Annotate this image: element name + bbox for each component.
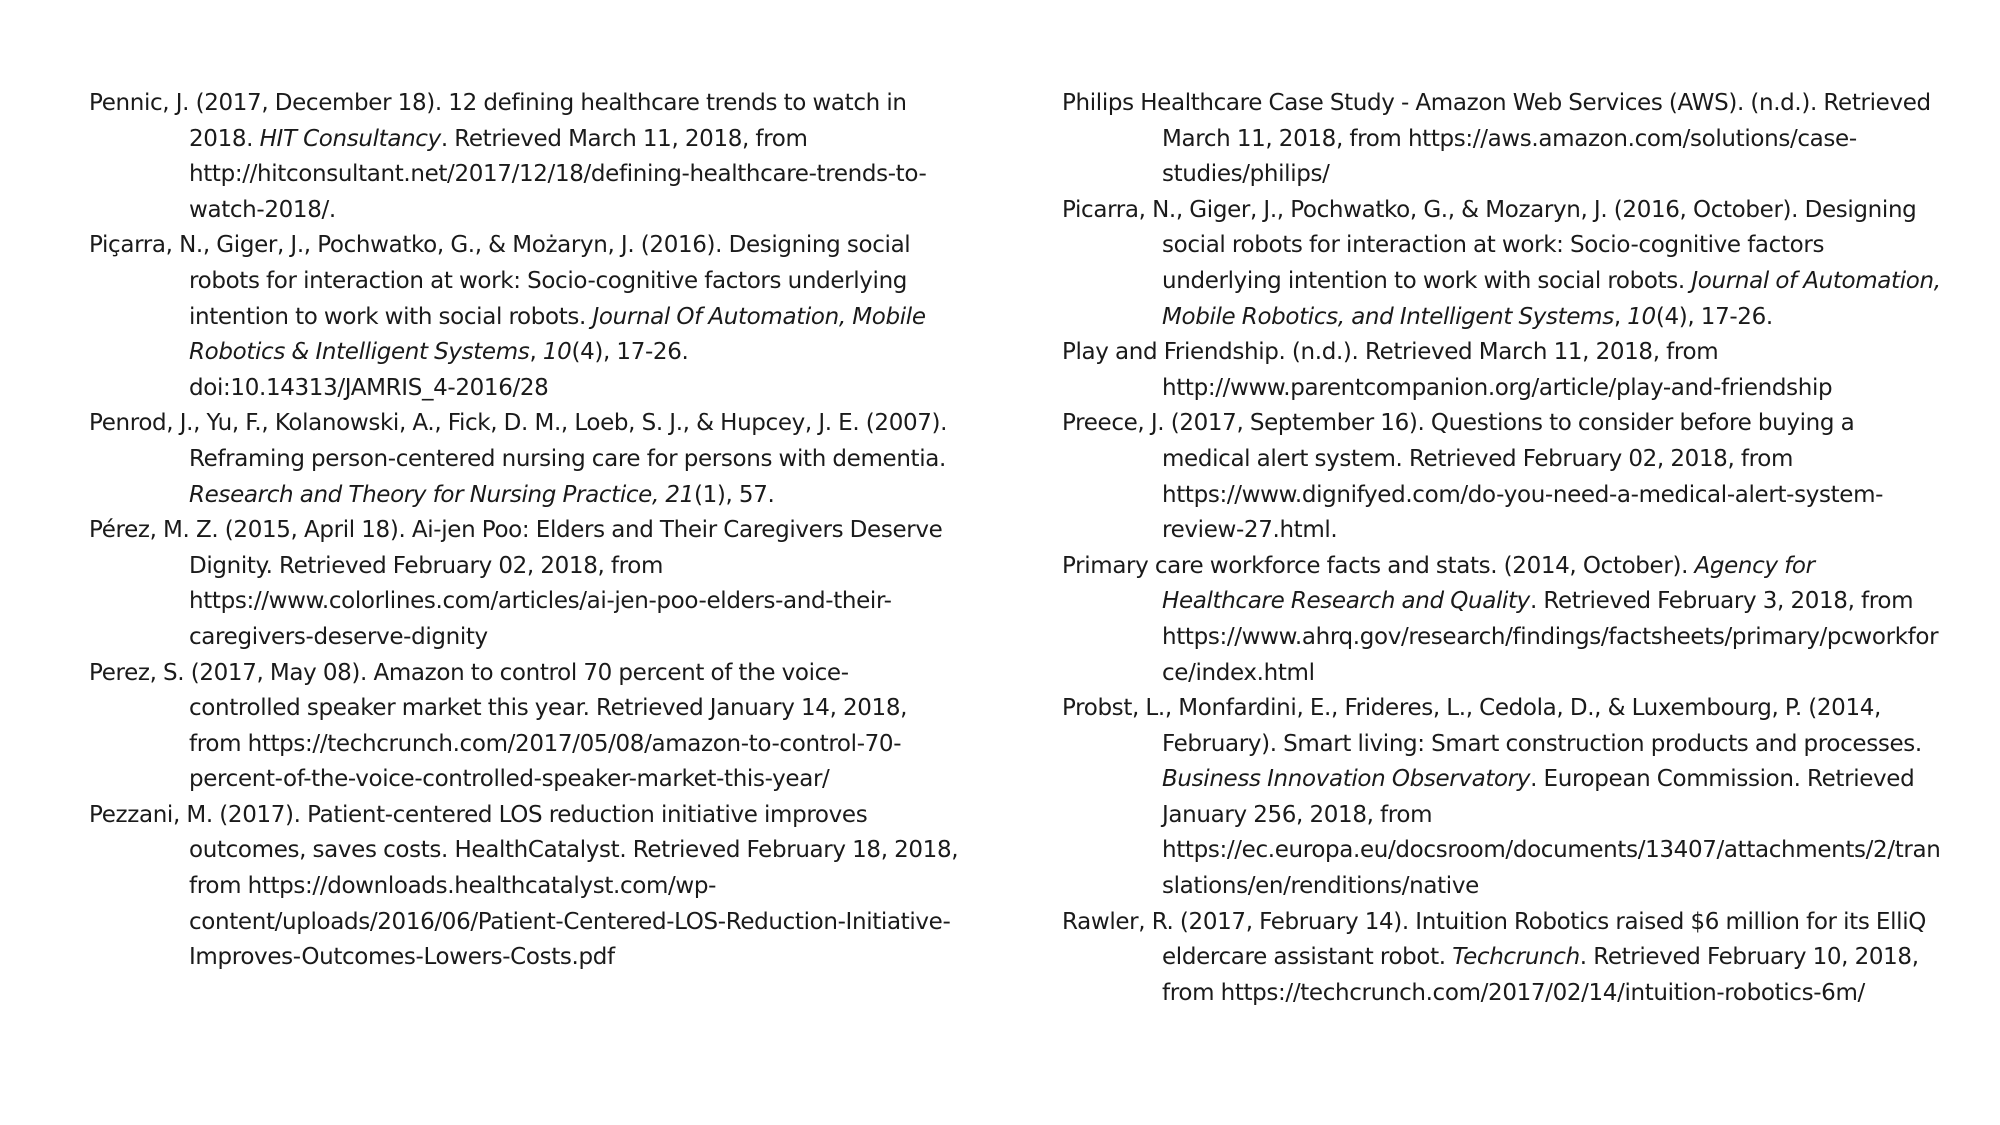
reference-text: Piçarra, N., Giger, J., Pochwatko, G., & Możaryn, J. (2016). Designing social robots for interaction at work: Socio-cognitive factors underlying intention to work with social robots. (89, 232, 911, 330)
reference-entry (1062, 549, 1942, 691)
reference-text: Pennic, J. (2017, December 18). 12 defining healthcare trends to watch in 2018. (89, 90, 907, 152)
reference-entry (89, 86, 959, 228)
reference-entry (1062, 691, 1942, 905)
reference-text: Picarra, N., Giger, J., Pochwatko, G., & Mozaryn, J. (2016, October). Designing social robots for interaction at work: Socio-cognitive factors underlying intention to work with social robots. (1062, 196, 1917, 294)
reference-text: . European Commission. Retrieved January 256, 2018, from https://ec.europa.eu/docsroom/documents/13407/attachments/2/translations/en/renditions/native (1162, 766, 1941, 900)
reference-text: Pérez, M. Z. (2015, April 18). Ai-jen Poo: Elders and Their Caregivers Deserve Dignity. Retrieved February 02, 2018, from https://www.colorlines.com/articles/ai-jen-poo-elders-and-their-caregivers-deserve-dignity (89, 517, 943, 650)
reference-italic-text: Journal of Automation, Mobile Robotics, and Intelligent Systems (1162, 267, 1941, 330)
reference-text: Philips Healthcare Case Study - Amazon Web Services (AWS). (n.d.). Retrieved March 11, 2018, from https://aws.amazon.com/solutions/case-studies/philips/ (1062, 90, 1931, 188)
reference-entry (89, 798, 959, 976)
reference-entry (1062, 335, 1942, 406)
reference-text: (4), 17-26. doi:10.14313/JAMRIS_4-2016/28 (189, 339, 689, 401)
reference-text: Penrod, J., Yu, F., Kolanowski, A., Fick, D. M., Loeb, S. J., & Hupcey, J. E. (2007). Reframing person-centered nursing care for persons with dementia. (89, 410, 948, 472)
reference-italic-text: HIT Consultancy (259, 125, 441, 152)
reference-text: Perez, S. (2017, May 08). Amazon to control 70 percent of the voice-controlled speaker market this year. Retrieved January 14, 2018, from https://techcrunch.com/2017/05/08/amazon-to-control-70-percent-of-the-voice-controlled-speaker-market-this-year/ (89, 659, 908, 793)
reference-entry (1062, 905, 1942, 1012)
reference-italic-text: Business Innovation Observatory (1162, 766, 1531, 793)
reference-text: Rawler, R. (2017, February 14). Intuition Robotics raised $6 million for its ElliQ eldercare assistant robot. (1062, 908, 1926, 971)
reference-text: Probst, L., Monfardini, E., Frideres, L., Cedola, D., & Luxembourg, P. (2014, February). Smart living: Smart construction products and processes. (1062, 695, 1922, 757)
reference-entry (89, 406, 959, 513)
reference-text: (4), 17-26. (1655, 303, 1773, 330)
reference-italic-text: 10 (1627, 303, 1656, 330)
reference-text: Pezzani, M. (2017). Patient-centered LOS reduction initiative improves outcomes, saves costs. HealthCatalyst. Retrieved February 18, 2018, from https://downloads.healthcatalyst.com/wp-content/uploads/2016/06/Patient-Centered-LOS-Reduction-Initiative-Improves-Outcomes-Lowers-Costs.pdf (89, 801, 959, 971)
reference-entry (1062, 86, 1942, 193)
reference-entry (89, 513, 959, 655)
reference-list-right-column (1062, 86, 1942, 1011)
reference-text: Play and Friendship. (n.d.). Retrieved March 11, 2018, from http://www.parentcompanion.org/article/play-and-friendship (1062, 339, 1833, 401)
reference-italic-text: Agency for Healthcare Research and Quality (1162, 552, 1815, 615)
reference-italic-text: Journal Of Automation, Mobile Robotics & Intelligent Systems (189, 303, 926, 366)
reference-entry (1062, 193, 1942, 335)
reference-entry (89, 228, 959, 406)
reference-italic-text: Research and Theory for Nursing Practice, 21 (189, 481, 694, 508)
reference-text: Primary care workforce facts and stats. (2014, October). (1062, 552, 1695, 579)
reference-italic-text: Techcrunch (1452, 944, 1580, 971)
reference-text: Preece, J. (2017, September 16). Questions to consider before buying a medical alert system. Retrieved February 02, 2018, from https://www.dignifyed.com/do-you-need-a-medical-alert-system-review-27.html. (1062, 410, 1884, 544)
reference-text: . Retrieved March 11, 2018, from http://hitconsultant.net/2017/12/18/defining-healthcare-trends-to-watch-2018/. (189, 125, 927, 223)
reference-text: . Retrieved February 10, 2018, from https://techcrunch.com/2017/02/14/intuition-robotics-6m/ (1162, 944, 1919, 1006)
reference-text: . Retrieved February 3, 2018, from https://www.ahrq.gov/research/findings/factsheets/primary/pcworkforce/index.html (1162, 588, 1939, 686)
reference-entry (89, 656, 959, 798)
reference-italic-text: 10 (542, 339, 572, 366)
reference-text: , (529, 339, 543, 366)
reference-entry (1062, 406, 1942, 548)
reference-text: (1), 57. (693, 481, 775, 508)
reference-text: , (1613, 303, 1628, 330)
reference-list-left-column (89, 86, 959, 976)
